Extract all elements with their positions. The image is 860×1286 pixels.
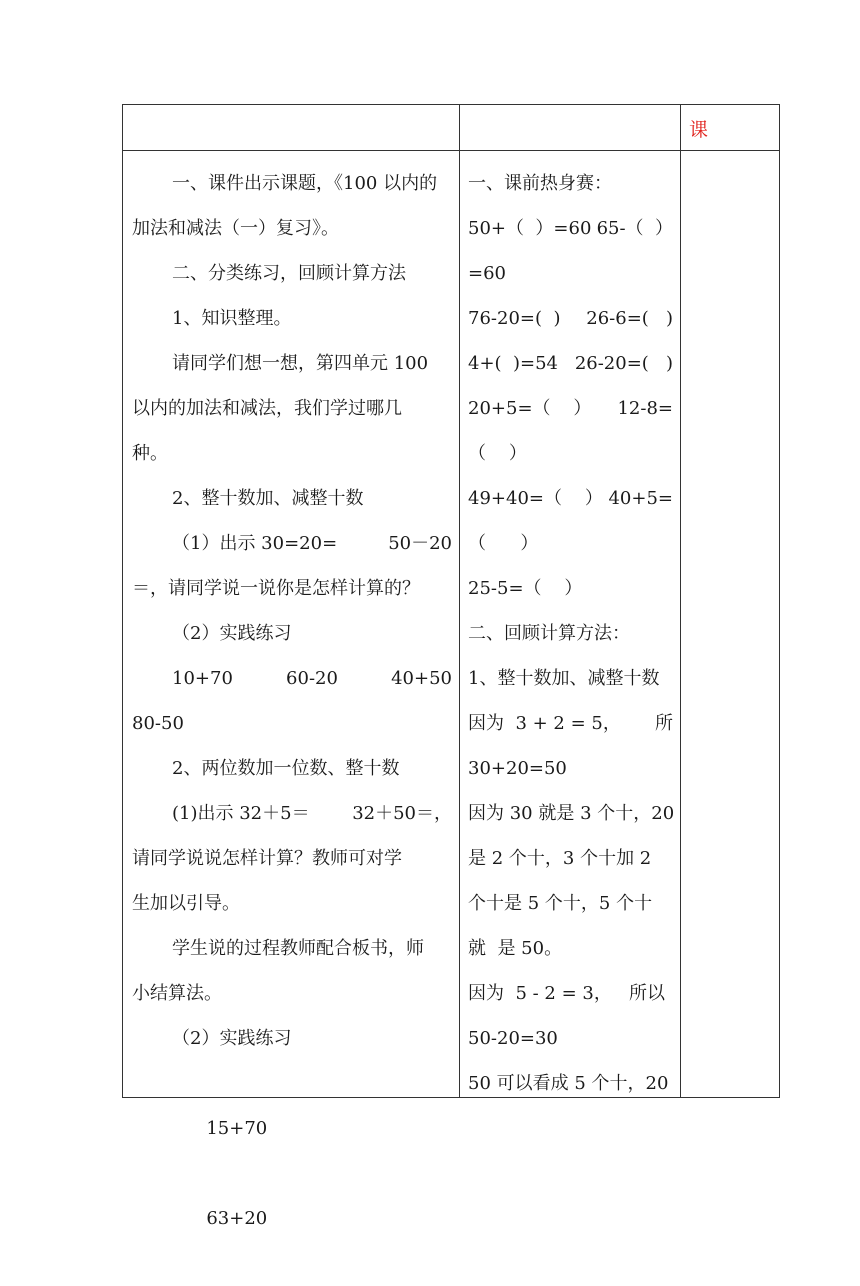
text-fragment: 50－20 bbox=[388, 533, 452, 554]
text-line: 1、整十数加、减整十数 bbox=[468, 668, 660, 689]
text-fragment: 26-6=( ) bbox=[586, 308, 673, 329]
text-line: （ ） bbox=[468, 533, 539, 554]
header-right-cell: 课 bbox=[689, 119, 709, 141]
text-line: 学生说的过程教师配合板书，师 bbox=[172, 938, 424, 959]
text-fragment: 60-20 bbox=[286, 668, 338, 689]
text-fragment: 40+50 bbox=[391, 668, 452, 689]
blackboard-column bbox=[468, 161, 673, 1106]
text-fragment: 63+20 bbox=[206, 1208, 268, 1229]
text-line: 50 可以看成 5 个十，20 bbox=[468, 1073, 669, 1094]
text-line bbox=[468, 476, 673, 521]
text-line bbox=[132, 656, 452, 701]
column-divider-1 bbox=[459, 105, 460, 1097]
text-line: 种。 bbox=[132, 443, 168, 464]
column-divider-2 bbox=[680, 105, 681, 1097]
text-fragment: (1)出示 32＋5＝ bbox=[172, 803, 310, 824]
text-fragment: 49+40=（ ） bbox=[468, 488, 603, 509]
text-fragment: 所 bbox=[655, 713, 673, 734]
text-fragment: （1）出示 30=20= bbox=[172, 533, 338, 554]
text-line bbox=[468, 296, 673, 341]
text-line: 以内的加法和减法，我们学过哪几 bbox=[132, 398, 402, 419]
text-line: 一、课件出示课题，《100 以内的 bbox=[172, 173, 438, 194]
text-line bbox=[468, 701, 673, 746]
text-line: 因为 5 - 2 = 3， 所以 bbox=[468, 983, 666, 1004]
text-fragment: 10+70 bbox=[172, 668, 233, 689]
text-line: （2）实践练习 bbox=[172, 1028, 292, 1049]
text-line: 加法和减法（一）复习》。 bbox=[132, 218, 339, 239]
text-line: （2）实践练习 bbox=[172, 623, 292, 644]
text-fragment: 12-8= bbox=[617, 398, 673, 419]
text-fragment: 40+5= bbox=[608, 488, 673, 509]
text-line: 就 是 50。 bbox=[468, 938, 563, 959]
lesson-table bbox=[122, 104, 780, 1229]
text-line: 个十是 5 个十，5 个十 bbox=[468, 893, 653, 914]
text-fragment: 65-（ ） bbox=[596, 218, 673, 239]
text-line: 25-5=（ ） bbox=[468, 578, 583, 599]
teaching-process-column bbox=[132, 161, 452, 1229]
text-fragment: 32＋50＝， bbox=[352, 803, 452, 824]
text-line: 是 2 个十，3 个十加 2 bbox=[468, 848, 652, 869]
text-line bbox=[468, 341, 673, 386]
text-line bbox=[132, 1061, 452, 1229]
text-line: 2、两位数加一位数、整十数 bbox=[172, 758, 400, 779]
text-fragment: 76-20=( ) bbox=[468, 308, 561, 329]
text-line: （ ） bbox=[468, 443, 527, 464]
text-fragment: 因为 3 + 2 = 5， bbox=[468, 713, 621, 734]
text-line: 50-20=30 bbox=[468, 1028, 558, 1049]
text-line: 二、回顾计算方法： bbox=[468, 623, 630, 644]
text-line: 一、课前热身赛： bbox=[468, 173, 612, 194]
text-fragment: 20+5=（ ） bbox=[468, 398, 592, 419]
text-line: 因为 30 就是 3 个十，20 bbox=[468, 803, 675, 824]
text-line bbox=[468, 206, 673, 251]
text-line: 二、分类练习，回顾计算方法 bbox=[172, 263, 406, 284]
text-line: =60 bbox=[468, 263, 506, 284]
text-line: 30+20=50 bbox=[468, 758, 567, 779]
text-line bbox=[132, 791, 452, 836]
text-line: 请同学说说怎样计算？教师可对学 bbox=[132, 848, 402, 869]
text-line: ＝，请同学说一说你是怎样计算的？ bbox=[132, 578, 420, 599]
text-fragment: 4+( )=54 bbox=[468, 353, 559, 374]
text-line: 80-50 bbox=[132, 713, 184, 734]
text-line: 小结算法。 bbox=[132, 983, 222, 1004]
text-fragment: 50+（ ）=60 bbox=[468, 218, 592, 239]
text-fragment: 26-20=( ) bbox=[574, 353, 673, 374]
text-fragment: 15+70 bbox=[206, 1118, 268, 1139]
text-line: 生加以引导。 bbox=[132, 893, 240, 914]
text-line bbox=[468, 386, 673, 431]
text-line: 请同学们想一想，第四单元 100 bbox=[172, 353, 429, 374]
text-line: 2、整十数加、减整十数 bbox=[172, 488, 364, 509]
text-line: 1、知识整理。 bbox=[172, 308, 292, 329]
text-line bbox=[132, 521, 452, 566]
